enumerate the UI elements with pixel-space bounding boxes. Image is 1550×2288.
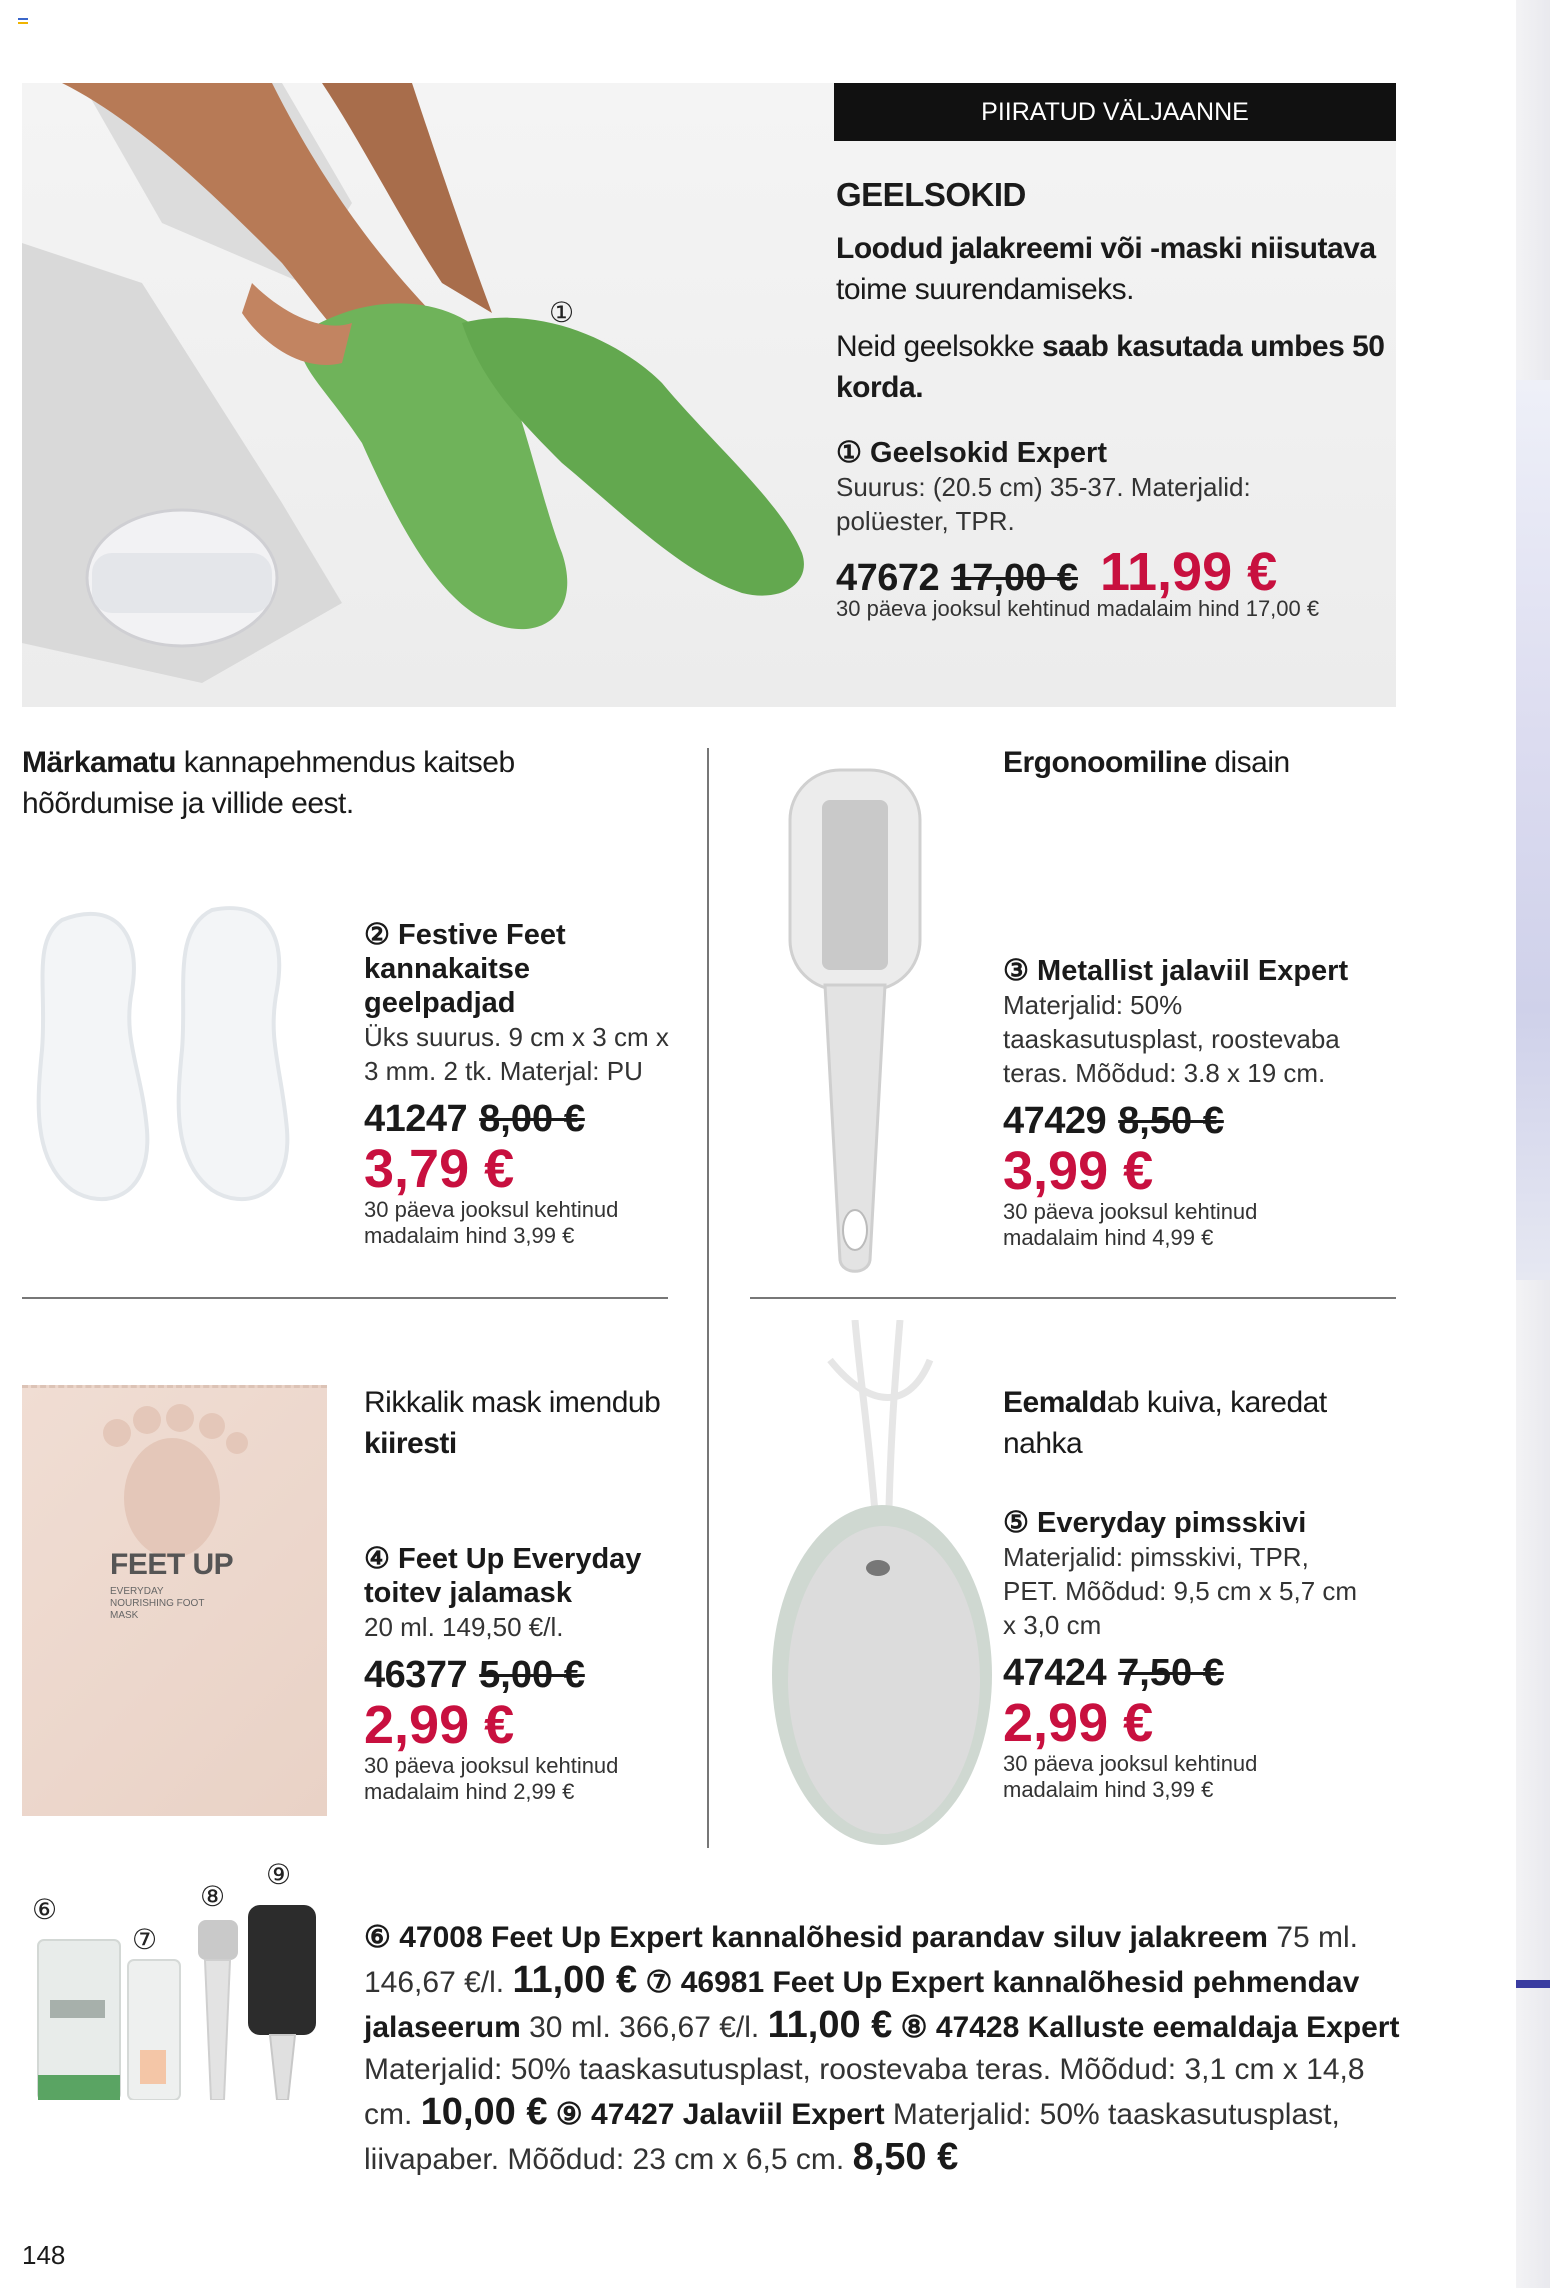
product-desc: Üks suurus. 9 cm x 3 cm x 3 mm. 2 tk. Materjal: PU xyxy=(364,1022,669,1086)
p4-product xyxy=(364,1542,694,1805)
p5-product xyxy=(1003,1506,1403,1803)
product-code: 47424 xyxy=(1003,1652,1107,1694)
bottom-products-image xyxy=(30,1900,330,2100)
product-desc: Materjalid: pimsskivi, TPR, PET. Mõõdud: 9,5 cm x 5,7 cm x 3,0 cm xyxy=(1003,1542,1358,1640)
p2-product xyxy=(364,918,684,1249)
hero-title: GEELSOKID xyxy=(836,176,1026,213)
bottom-products-text xyxy=(364,1917,1404,2181)
p8-price: 10,00 € xyxy=(420,2091,548,2133)
hero-product xyxy=(836,436,1396,622)
product-code: 46377 xyxy=(364,1654,468,1696)
p9-name: ⑨ 47427 Jalaviil Expert xyxy=(547,2098,885,2131)
divider-right xyxy=(750,1297,1396,1299)
hero-line2: Neid geelsokke saab kasutada umbes 50 korda. xyxy=(836,330,1385,404)
price: 3,79 € xyxy=(364,1139,515,1199)
p9-desc: Materjalid: 50% taaskasutusplast, liivapaber. Mõõdud: 23 cm x 6,5 cm. xyxy=(364,2098,1340,2176)
product-desc: Materjalid: 50% taaskasutusplast, roostevaba teras. Mõõdud: 3.8 x 19 cm. xyxy=(1003,990,1340,1088)
p6-price: 11,00 € xyxy=(512,1959,638,2001)
product-code: 47429 xyxy=(1003,1100,1107,1142)
pumice-stone-image xyxy=(760,1320,1000,1860)
p7-desc: 30 ml. 366,67 €/l. xyxy=(520,2011,768,2044)
product-desc: Suurus: (20.5 cm) 35-37. Materjalid: polüester, TPR. xyxy=(836,472,1251,536)
old-price: 5,00 € xyxy=(479,1654,585,1696)
product-code: 41247 xyxy=(364,1098,468,1140)
price-note: 30 päeva jooksul kehtinud madalaim hind 3,99 € xyxy=(364,1197,619,1248)
p6-name: ⑥ 47008 Feet Up Expert kannalõhesid parandav siluv jalakreem xyxy=(364,1921,1268,1954)
product-name: ⑤ Everyday pimsskivi xyxy=(1003,1507,1307,1539)
p2-tagline: Märkamatu kannapehmendus kaitseb hõõrdumise ja villide eest. xyxy=(22,746,515,820)
old-price: 7,50 € xyxy=(1118,1652,1224,1694)
product-name: ③ Metallist jalaviil Expert xyxy=(1003,955,1349,987)
page-number: 148 xyxy=(22,2240,66,2270)
price-note: 30 päeva jooksul kehtinud madalaim hind 3,99 € xyxy=(1003,1751,1258,1802)
price: 11,99 € xyxy=(1099,542,1278,602)
product-name: ④ Feet Up Everyday toitev jalamask xyxy=(364,1543,642,1609)
p3-tagline: Ergonoomiline disain xyxy=(1003,746,1290,779)
p4-tagline: Rikkalik mask imendub kiiresti xyxy=(364,1386,661,1460)
p5-tagline: Eemaldab kuiva, karedat nahka xyxy=(1003,1386,1327,1460)
p9-price: 8,50 € xyxy=(852,2136,959,2178)
marker-6: ⑥ xyxy=(32,1894,58,1925)
gel-pads-image xyxy=(22,900,292,1220)
p7-price: 11,00 € xyxy=(767,2004,893,2046)
hero-text xyxy=(836,174,1396,408)
limited-edition-banner: PIIRATUD VÄLJAANNE xyxy=(834,83,1396,141)
product-name: ② Festive Feet kannakaitse geelpadjad xyxy=(364,919,566,1019)
page-edge xyxy=(1516,0,1550,2288)
marker-1: ① xyxy=(549,297,575,328)
marker-7: ⑦ xyxy=(132,1924,158,1955)
product-desc: 20 ml. 149,50 €/l. xyxy=(364,1612,564,1642)
p8-desc: Materjalid: 50% taaskasutusplast, roostevaba teras. Mõõdud: 3,1 cm x 14,8 cm. xyxy=(364,2053,1365,2131)
price-note: 30 päeva jooksul kehtinud madalaim hind 17,00 € xyxy=(836,596,1320,621)
price: 3,99 € xyxy=(1003,1141,1154,1201)
old-price: 17,00 € xyxy=(951,557,1078,599)
price: 2,99 € xyxy=(364,1695,515,1755)
p8-name: ⑧ 47428 Kalluste eemaldaja Expert xyxy=(892,2011,1400,2044)
foot-mask-pack xyxy=(22,1385,327,1816)
p3-product xyxy=(1003,954,1403,1251)
old-price: 8,00 € xyxy=(479,1098,585,1140)
hero-line1: Loodud jalakreemi või -maski niisutava toime suurendamiseks. xyxy=(836,232,1376,306)
old-price: 8,50 € xyxy=(1118,1100,1224,1142)
p7-name: ⑦ 46981 Feet Up Expert kannalõhesid pehmendav jalaseerum xyxy=(364,1966,1360,2044)
product-name: ① Geelsokid Expert xyxy=(836,437,1107,469)
product-code: 47672 xyxy=(836,557,940,599)
divider-left xyxy=(22,1297,668,1299)
divider-vertical xyxy=(707,748,709,1848)
flag-icon xyxy=(18,18,28,24)
price: 2,99 € xyxy=(1003,1693,1154,1753)
foot-file-image xyxy=(760,760,960,1280)
pack-title: FEET UP xyxy=(110,1548,234,1581)
price-note: 30 päeva jooksul kehtinud madalaim hind 4,99 € xyxy=(1003,1199,1258,1250)
marker-9: ⑨ xyxy=(266,1859,292,1890)
marker-8: ⑧ xyxy=(200,1881,226,1912)
price-note: 30 päeva jooksul kehtinud madalaim hind 2,99 € xyxy=(364,1753,619,1804)
p6-desc: 75 ml. 146,67 €/l. xyxy=(364,1921,1358,1999)
pack-subtitle: EVERYDAY NOURISHING FOOT MASK xyxy=(110,1586,205,1621)
